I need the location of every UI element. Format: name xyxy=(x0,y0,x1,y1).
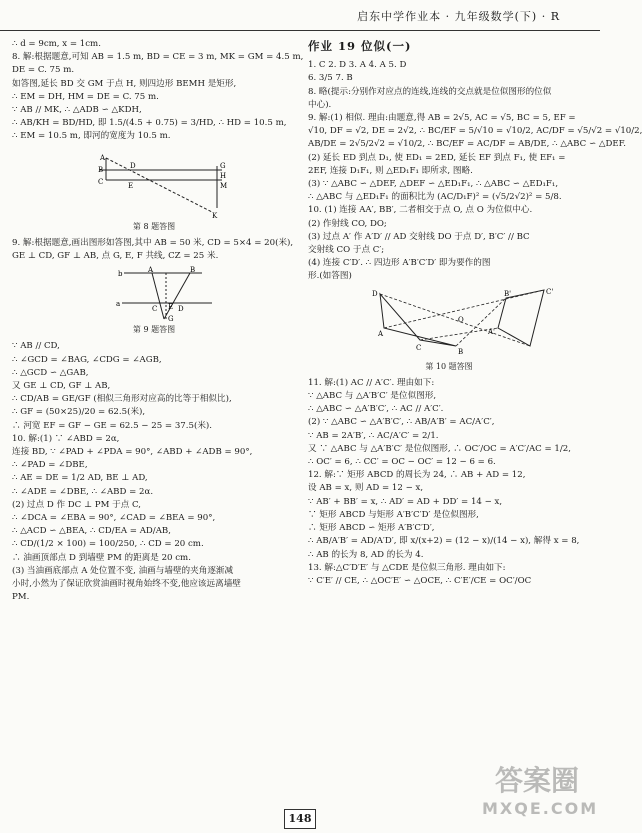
text-line: 又 ∵ △ABC 与 △A′B′C′ 是位似图形, ∴ OC′/OC = A′C′/AC = 1/2, xyxy=(308,443,571,454)
text-line: 10. (1) 连接 AA′, BB′, 二者相交于点 O, 点 O 为位似中心. xyxy=(308,205,533,216)
text-line: ∴ GF = (50×25)/20 = 62.5(米), xyxy=(12,407,146,418)
fig8-label-b: B xyxy=(98,165,104,174)
text-line: ∴ 矩形 ABCD ∽ 矩形 A′B′C′D′, xyxy=(308,523,435,534)
text-line: 又 GE ⊥ CD, GF ⊥ AB, xyxy=(12,381,111,392)
text-line: (3) 当油画底部点 A 处位置不变, 油画与墙壁的夹角逐渐减 xyxy=(12,565,234,576)
text-line: ∴ 油画顶部点 D 到墙壁 PM 的距离是 20 cm. xyxy=(12,552,191,563)
text-line: ∴ EM = 10.5 m, 即河的宽度为 10.5 m. xyxy=(12,131,171,142)
text-line: ∵ AB′ + BB′ = x, ∴ AD′ = AD + DD′ = 14 − x, xyxy=(308,496,503,507)
fig8-label-k: K xyxy=(212,211,218,220)
text-line: 8. 略(提示:分别作对应点的连线,连线的交点就是位似图形的位似 xyxy=(308,86,552,97)
text-line: 13. 解:△C′D′E′ 与 △CDE 是位似三角形. 理由如下: xyxy=(308,562,506,573)
left-column xyxy=(12,38,304,605)
text-line: 12. 解:∵ 矩形 ABCD 的周长为 24, ∴ AB + AD = 12, xyxy=(308,470,526,481)
figure-9-caption: 第 9 题答图 xyxy=(132,325,176,335)
text-line: 1. C 2. D 3. A 4. A 5. D xyxy=(308,60,407,71)
fig10-label-d: D xyxy=(372,289,378,298)
fig10-label-c-prime: C' xyxy=(546,287,554,296)
homework-title: 作业 19 位似(一) xyxy=(308,39,412,53)
text-line: 9. 解:根据题意,画出图形如答图,其中 AB = 50 米, CD = 5×4 = 20(米), xyxy=(12,237,294,248)
figure-9-diagram xyxy=(12,267,296,323)
text-line: ∵ AB = 2A′B′, ∴ AC/A′C′ = 2/1. xyxy=(308,430,439,441)
text-line: ∴ AB/KH = BD/HD, 即 1.5/(4.5 + 0.75) = 3/HD, ∴ HD = 10.5 m, xyxy=(12,118,287,129)
watermark-url: MXQE.COM xyxy=(482,799,599,818)
figure-8-diagram xyxy=(12,148,296,220)
fig10-label-c: C xyxy=(416,343,422,352)
figure-10-caption: 第 10 题答图 xyxy=(425,361,473,371)
figure-10 xyxy=(308,288,590,373)
text-line: ∴ ∠GCD = ∠BAG, ∠CDG = ∠AGB, xyxy=(12,354,162,365)
text-line: ∵ AB // CD, xyxy=(12,341,60,352)
text-line: 9. 解:(1) 相似. 理由:由题意,得 AB = 2√5, AC = √5, BC = 5, EF = xyxy=(308,113,576,124)
figure-10-diagram xyxy=(308,288,590,360)
text-line: 11. 解:(1) AC // A′C′. 理由如下: xyxy=(308,377,435,388)
text-line: ∴ ∠PAD = ∠DBE, xyxy=(12,460,88,471)
page-header xyxy=(0,0,600,31)
text-line: ∴ 河宽 EF = GF − GE = 62.5 − 25 = 37.5(米). xyxy=(12,420,213,431)
text-line: PM. xyxy=(12,592,30,603)
text-line: ∴ CD/(1/2 × 100) = 100/250, ∴ CD = 20 cm. xyxy=(12,539,204,550)
text-line: ∵ C′E′ // CE, ∴ △OC′E′ ∽ △OCE, ∴ C′E′/CE = OC′/OC xyxy=(308,575,532,586)
text-line: DE = C. 75 m. xyxy=(12,65,75,76)
header-title: 启东中学作业本 · 九年级数学(下) · R xyxy=(357,10,560,23)
text-line: ∴ CD/AB = GE/GF (相似三角形对应高的比等于相似比), xyxy=(12,394,232,405)
text-line: ∴ △ACD ∽ △BEA, ∴ CD/EA = AD/AB, xyxy=(12,526,171,537)
text-line: 交射线 CO 于点 C′; xyxy=(308,245,385,256)
text-line: ∴ ∠ADE = ∠DBE, ∴ ∠ABD = 2α. xyxy=(12,486,154,497)
text-line: ∵ 矩形 ABCD 与矩形 A′B′C′D′ 是位似图形, xyxy=(308,509,479,520)
text-line: (3) 过点 A′ 作 A′D′ // AD 交射线 DO 于点 D′, B′C′ // BC xyxy=(308,231,530,242)
text-line: 连接 BD, ∵ ∠PAD + ∠PDA = 90°, ∠ABD + ∠ADB = 90°, xyxy=(12,447,253,458)
fig9-label-a: A xyxy=(148,266,154,275)
text-line: (2) ∵ △ABC ∽ △A′B′C′, ∴ AB/A′B′ = AC/A′C′, xyxy=(308,417,495,428)
text-line: GE ⊥ CD, GF ⊥ AB, 点 G, E, F 共线, CZ = 25 米. xyxy=(12,251,219,262)
text-line: 中心). xyxy=(308,99,332,110)
text-line: ∴ AB/A′B′ = AD/A′D′, 即 x/(x+2) = (12 − x)/(14 − x), 解得 x = 8, xyxy=(308,536,580,547)
figure-8-caption: 第 8 题答图 xyxy=(132,221,176,231)
figure-8 xyxy=(12,148,296,233)
fig10-label-a-prime: A' xyxy=(488,327,495,336)
fig9-label-b: B xyxy=(190,266,196,275)
fig9-label-a-line: a xyxy=(116,300,121,309)
fig10-label-o: O xyxy=(458,315,464,324)
figure-9 xyxy=(12,267,296,336)
fig8-label-a: A xyxy=(100,153,106,162)
fig8-label-c: C xyxy=(98,177,104,186)
text-line: ∴ OC′ = 6, ∴ CC′ = OC − OC′ = 12 − 6 = 6. xyxy=(308,457,496,468)
text-line: ∴ EM = DH, HM = DE = C. 75 m. xyxy=(12,91,159,102)
fig8-label-h: H xyxy=(220,171,227,180)
fig9-label-b-line: b xyxy=(118,270,123,279)
text-line: (2) 过点 D 作 DC ⊥ PM 于点 C, xyxy=(12,499,142,510)
text-line: 8. 解:根据题意,可知 AB = 1.5 m, BD = CE = 3 m, MK = GM = 4.5 m, xyxy=(12,52,304,63)
text-line: 形.(如答图) xyxy=(308,271,352,282)
text-line: ∴ AB 的长为 8, AD 的长为 4. xyxy=(308,549,424,560)
text-line: 2EF, 连接 D₁F₁, 则 △ED₁F₁ 即所求, 图略. xyxy=(308,165,473,176)
text-line: 设 AB = x, 则 AD = 12 − x, xyxy=(308,483,424,494)
fig8-label-d: D xyxy=(130,161,136,170)
right-column xyxy=(308,38,642,588)
fig8-label-m: M xyxy=(220,181,228,190)
text-line: (4) 连接 C′D′. ∴ 四边形 A′B′C′D′ 即为要作的图 xyxy=(308,258,491,269)
page-number: 148 xyxy=(284,809,316,829)
watermark-logo xyxy=(482,759,599,819)
text-line: ∴ △GCD ∽ △GAB, xyxy=(12,367,89,378)
text-line: ∵ △ABC 与 △A′B′C′ 是位似图形, xyxy=(308,391,437,402)
text-line: ∴ AE = DE = 1/2 AD, BE ⊥ AD, xyxy=(12,473,148,484)
fig8-label-g: G xyxy=(220,161,226,170)
text-line: (2) 延长 ED 到点 D₁, 使 ED₁ = 2ED, 延长 EF 到点 F₁, 使 EF₁ = xyxy=(308,152,566,163)
fig9-label-e: E xyxy=(168,303,174,312)
fig10-label-b-prime: B' xyxy=(504,289,512,298)
text-line: 小时,小然为了保证欣赏油画时视角始终不变,他应该远离墙壁 xyxy=(12,579,241,590)
text-line: √10, DF = √2, DE = 2√2, ∴ BC/EF = 5/√10 = √10/2, AC/DF = √5/√2 = √10/2, xyxy=(308,126,642,137)
text-line: AB/DE = 2√5/2√2 = √10/2, ∴ BC/EF = AC/DF = AB/DE, ∴ △ABC ∽ △DEF. xyxy=(308,139,627,150)
text-line: 10. 解:(1) ∵ ∠ABD = 2α, xyxy=(12,433,120,444)
fig9-label-d: D xyxy=(178,305,184,314)
text-line: ∴ △ABC 与 △ED₁F₁ 的面积比为 (AC/D₁F)² = (√5/2√2)² = 5/8. xyxy=(308,192,562,203)
text-line: 6. 3/5 7. B xyxy=(308,73,353,84)
text-line: (3) ∵ △ABC ∽ △DEF, △DEF ∽ △ED₁F₁, ∴ △ABC ∽ △ED₁F₁, xyxy=(308,179,559,190)
text-line: ∴ d = 9cm, x = 1cm. xyxy=(12,39,101,49)
text-line: ∴ ∠DCA = ∠EBA = 90°, ∠CAD = ∠BEA = 90°, xyxy=(12,513,216,524)
fig9-label-g: G xyxy=(168,315,174,324)
text-line: ∵ AB // MK, ∴ △ADB ∽ △KDH, xyxy=(12,105,142,116)
text-line: ∴ △ABC ∽ △A′B′C′, ∴ AC // A′C′. xyxy=(308,404,444,415)
fig10-label-a: A xyxy=(378,329,384,338)
text-line: 如答图,延长 BD 交 GM 于点 H, 则四边形 BEMH 是矩形, xyxy=(12,78,237,89)
fig9-label-c: C xyxy=(152,305,158,314)
fig8-label-e: E xyxy=(128,181,134,190)
fig10-label-b: B xyxy=(458,347,464,356)
watermark-text: 答案圈 xyxy=(494,764,579,797)
text-line: (2) 作射线 CO, DO; xyxy=(308,218,387,229)
